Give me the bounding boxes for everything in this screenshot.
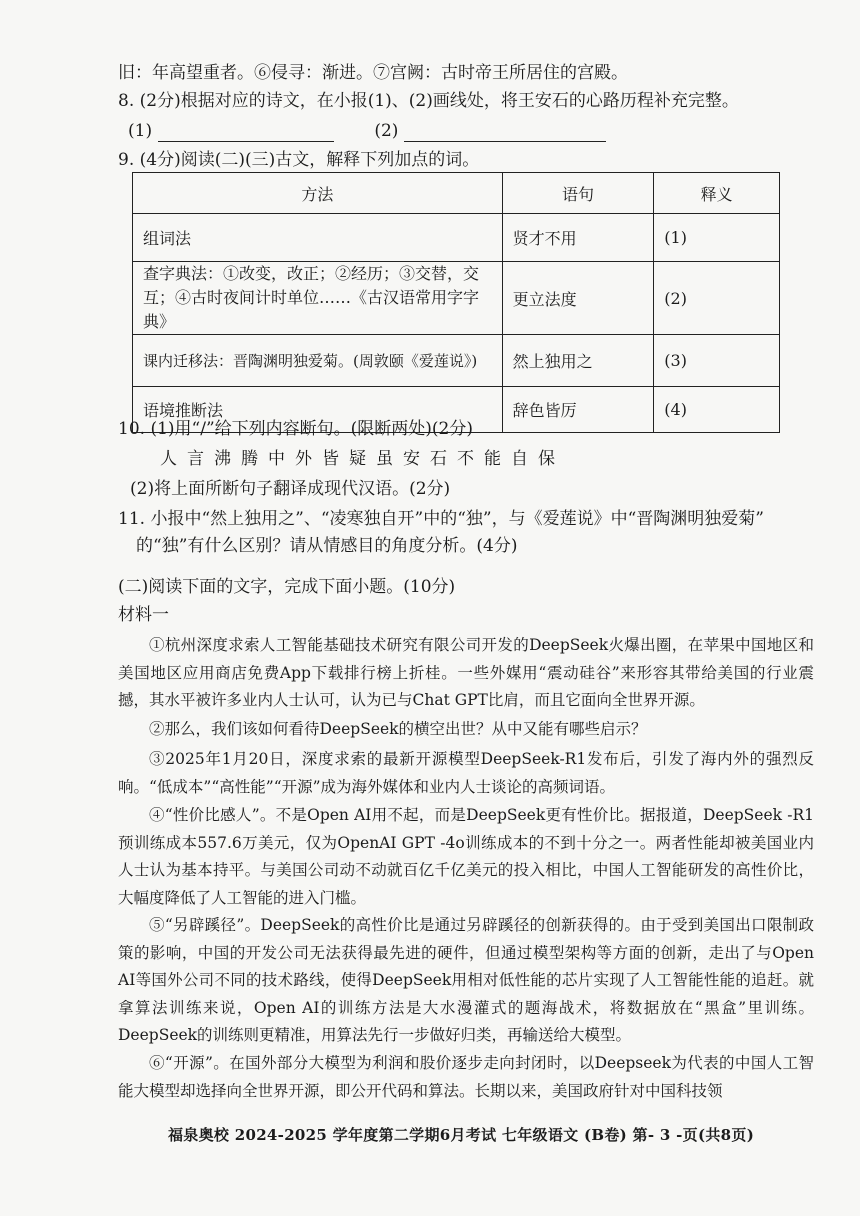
paragraph-4: ④“性价比感人”。不是Open AI用不起，而是DeepSeek更有性价比。据报道，DeepSeek -R1预训练成本557.6万美元，仅为OpenAI GPT -4o训练成本的不到十分之一。两者性能却被美国业内人士认为基本持平。与美国公司动不动就百亿千亿美元的投入相比，中国人工智能研发的高性价比，大幅度降低了人工智能的进入门槛。 (118, 806, 814, 907)
question-11-line-1: 11. 小报中“然上独用之”、“凌寒独自开”中的“独”，与《爱莲说》中“晋陶渊明独爱菊” (118, 509, 764, 529)
word-explanation-table (132, 172, 780, 433)
method-cell: 组词法 (133, 214, 503, 262)
table-row (133, 214, 780, 262)
question-10-part-2: (2)将上面所断句子翻译成现代汉语。(2分) (130, 479, 451, 499)
meaning-cell: (2) (654, 262, 780, 335)
section-2-heading: (二)阅读下面的文字，完成下面小题。(10分) (118, 577, 456, 597)
table-header-method: 方法 (133, 173, 503, 214)
meaning-cell: (1) (654, 214, 780, 262)
meaning-cell: (4) (654, 387, 780, 433)
paragraph-6: ⑥“开源”。在国外部分大模型为利润和股价逐步走向封闭时，以Deepseek为代表的中国人工智能大模型却选择向全世界开源，即公开代码和算法。长期以来，美国政府针对中国科技领 (118, 1054, 814, 1100)
sentence-cell: 然上独用之 (502, 335, 654, 387)
table-header-row (133, 173, 780, 214)
method-cell: 课内迁移法：晋陶渊明独爱菊。(周敦颐《爱莲说》) (133, 335, 503, 387)
method-cell: 语境推断法 (133, 387, 503, 433)
paragraph-2: ②那么，我们该如何看待DeepSeek的横空出世？从中又能有哪些启示？ (149, 720, 647, 738)
paragraph-5: ⑤“另辟蹊径”。DeepSeek的高性价比是通过另辟蹊径的创新获得的。由于受到美国出口限制政策的影响，中国的开发公司无法获得最先进的硬件，但通过模型架构等方面的创新，走出了与Open AI等国外公司不同的技术路线，使得DeepSeek用相对低性能的芯片实现了人工智能性能的追赶。就拿算法训练来说，Open AI的训练方法是大水漫灌式的题海战术，将数据放在“黑盒”里训练。 DeepSeek的训练则更精准，用算法先行一步做好归类，再输送给大模型。 (118, 916, 814, 1045)
table-header-meaning: 释义 (654, 173, 780, 214)
meaning-cell: (3) (654, 335, 780, 387)
page-footer: 福泉奥校 2024-2025 学年度第二学期6月考试 七年级语文 (B卷) 第- 3 -页(共8页) (168, 1126, 755, 1144)
paragraph-1: ①杭州深度求索人工智能基础技术研究有限公司开发的DeepSeek火爆出圈，在苹果中国地区和美国地区应用商店免费App下载排行榜上折桂。一些外媒用“震动硅谷”来形容其带给美国的行业震撼，其水平被许多业内人士认可，认为已与Chat GPT比肩，而且它面向全世界开源。 (118, 636, 814, 710)
blank-1-label: (1) (128, 121, 153, 141)
annotation-line: 旧：年高望重者。⑥侵寻：渐进。⑦宫阙：古时帝王所居住的宫殿。 (118, 63, 628, 83)
blank-2-line (404, 123, 606, 142)
question-8-blanks (128, 120, 606, 142)
sentence-cell: 辞色皆厉 (502, 387, 654, 433)
question-9: 9. (4分)阅读(二)(三)古文，解释下列加点的词。 (118, 150, 480, 170)
sentence-cell: 更立法度 (502, 262, 654, 335)
question-11-line-2: 的“独”有什么区别？请从情感目的角度分析。(4分) (136, 536, 518, 556)
table-row (133, 262, 780, 335)
sentence-cell: 贤才不用 (502, 214, 654, 262)
blank-2-label: (2) (374, 121, 399, 141)
method-cell: 查字典法：①改变，改正；②经历；③交替，交互；④古时夜间计时单位……《古汉语常用字字典》 (133, 262, 503, 335)
question-8: 8. (2分)根据对应的诗文，在小报(1)、(2)画线处，将王安石的心路历程补充完整。 (118, 91, 739, 111)
blank-1-line (158, 123, 334, 142)
material-1-label: 材料一 (118, 605, 169, 625)
table-header-sentence: 语句 (502, 173, 654, 214)
paragraph-3: ③2025年1月20日，深度求索的最新开源模型DeepSeek-R1发布后，引发了海内外的强烈反响。“低成本”“高性能”“开源”成为海外媒体和业内人士谈论的高频词语。 (118, 750, 814, 796)
table-row (133, 335, 780, 387)
question-10-source-text: 人言沸腾中外皆疑虽安石不能自保 (160, 449, 565, 469)
question-10-part-1: 10. (1)用“/”给下列内容断句。(限断两处)(2分) (118, 419, 473, 439)
